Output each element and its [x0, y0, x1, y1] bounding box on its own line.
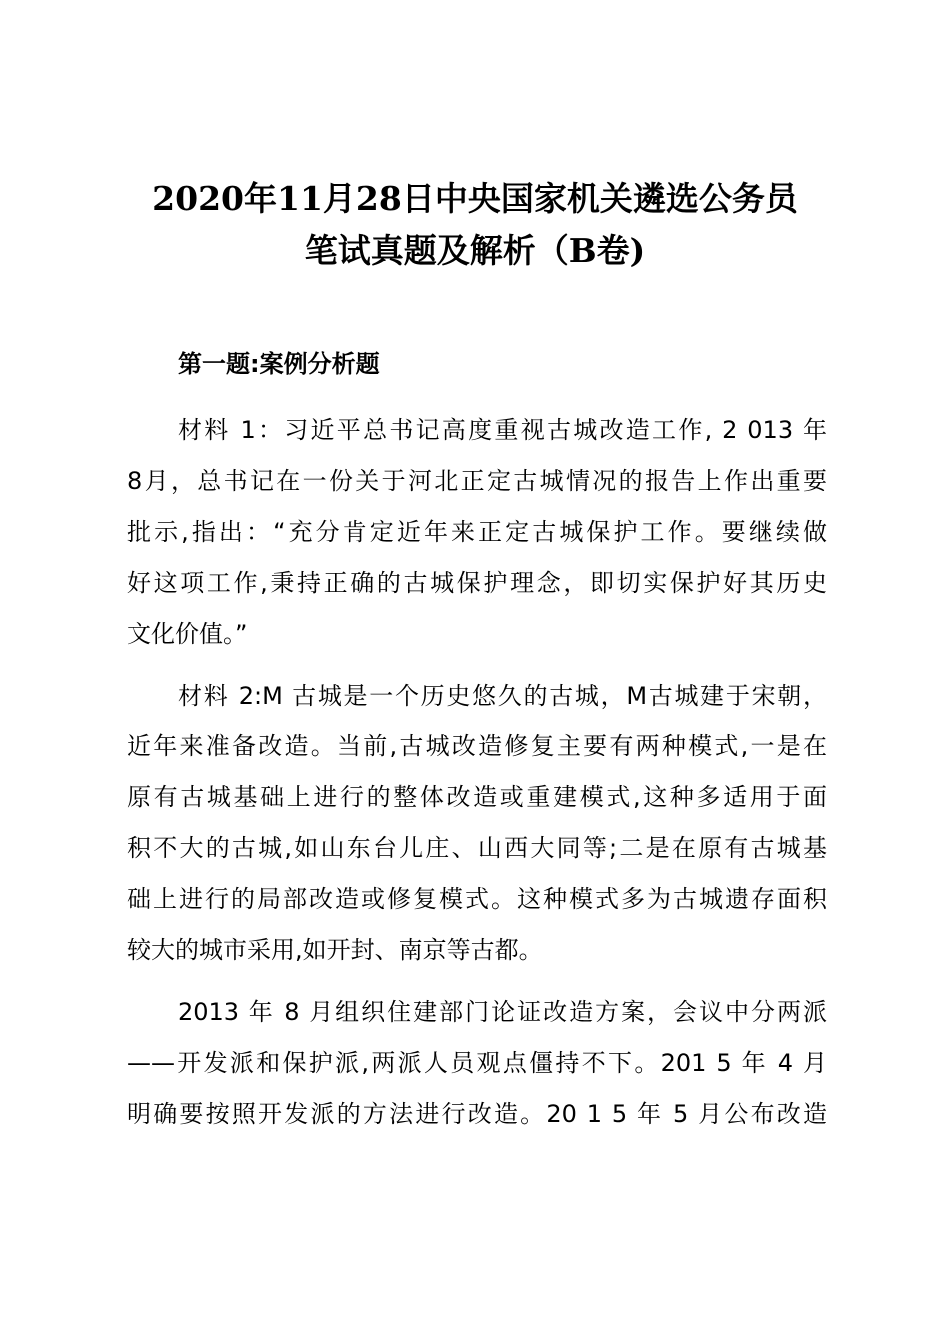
- document-title-line-1: 2020年11月28日中央国家机关遴选公务员: [152, 179, 798, 218]
- paragraph-2-line-2: 近年来准备改造。当前,古城改造修复主要有两种模式,一是在: [127, 732, 827, 760]
- document-title-line-2: 笔试真题及解析（B卷): [304, 231, 646, 270]
- paragraph-1-line-2: 8月，总书记在一份关于河北正定古城情况的报告上作出重要: [127, 467, 827, 495]
- paragraph-2-line-5: 础上进行的局部改造或修复模式。这种模式多为古城遗存面积: [127, 885, 827, 913]
- section-heading: 第一题:案例分析题: [178, 350, 380, 378]
- paragraph-3-line-1: 2013 年 8 月组织住建部门论证改造方案，会议中分两派: [178, 998, 827, 1026]
- paragraph-1-line-4: 好这项工作,秉持正确的古城保护理念，即切实保护好其历史: [127, 569, 827, 597]
- paragraph-2-line-1: 材料 2:M 古城是一个历史悠久的古城，M古城建于宋朝，: [178, 682, 827, 710]
- paragraph-2-line-3: 原有古城基础上进行的整体改造或重建模式,这种多适用于面: [127, 783, 827, 811]
- paragraph-3-line-3: 明确要按照开发派的方法进行改造。20 1 5 年 5 月公布改造: [127, 1100, 827, 1128]
- paragraph-1-line-1: 材料 1：习近平总书记高度重视古城改造工作, 2 013 年: [178, 416, 827, 444]
- paragraph-2-line-4: 积不大的古城,如山东台儿庄、山西大同等;二是在原有古城基: [127, 834, 827, 862]
- paragraph-3-line-2: ——开发派和保护派,两派人员观点僵持不下。201 5 年 4 月: [127, 1049, 827, 1077]
- paragraph-2-line-6: 较大的城市采用,如开封、南京等古都。: [127, 936, 543, 964]
- paragraph-1-line-3: 批示,指出：“充分肯定近年来正定古城保护工作。要继续做: [127, 518, 827, 546]
- paragraph-1-line-5: 文化价值。”: [127, 620, 248, 648]
